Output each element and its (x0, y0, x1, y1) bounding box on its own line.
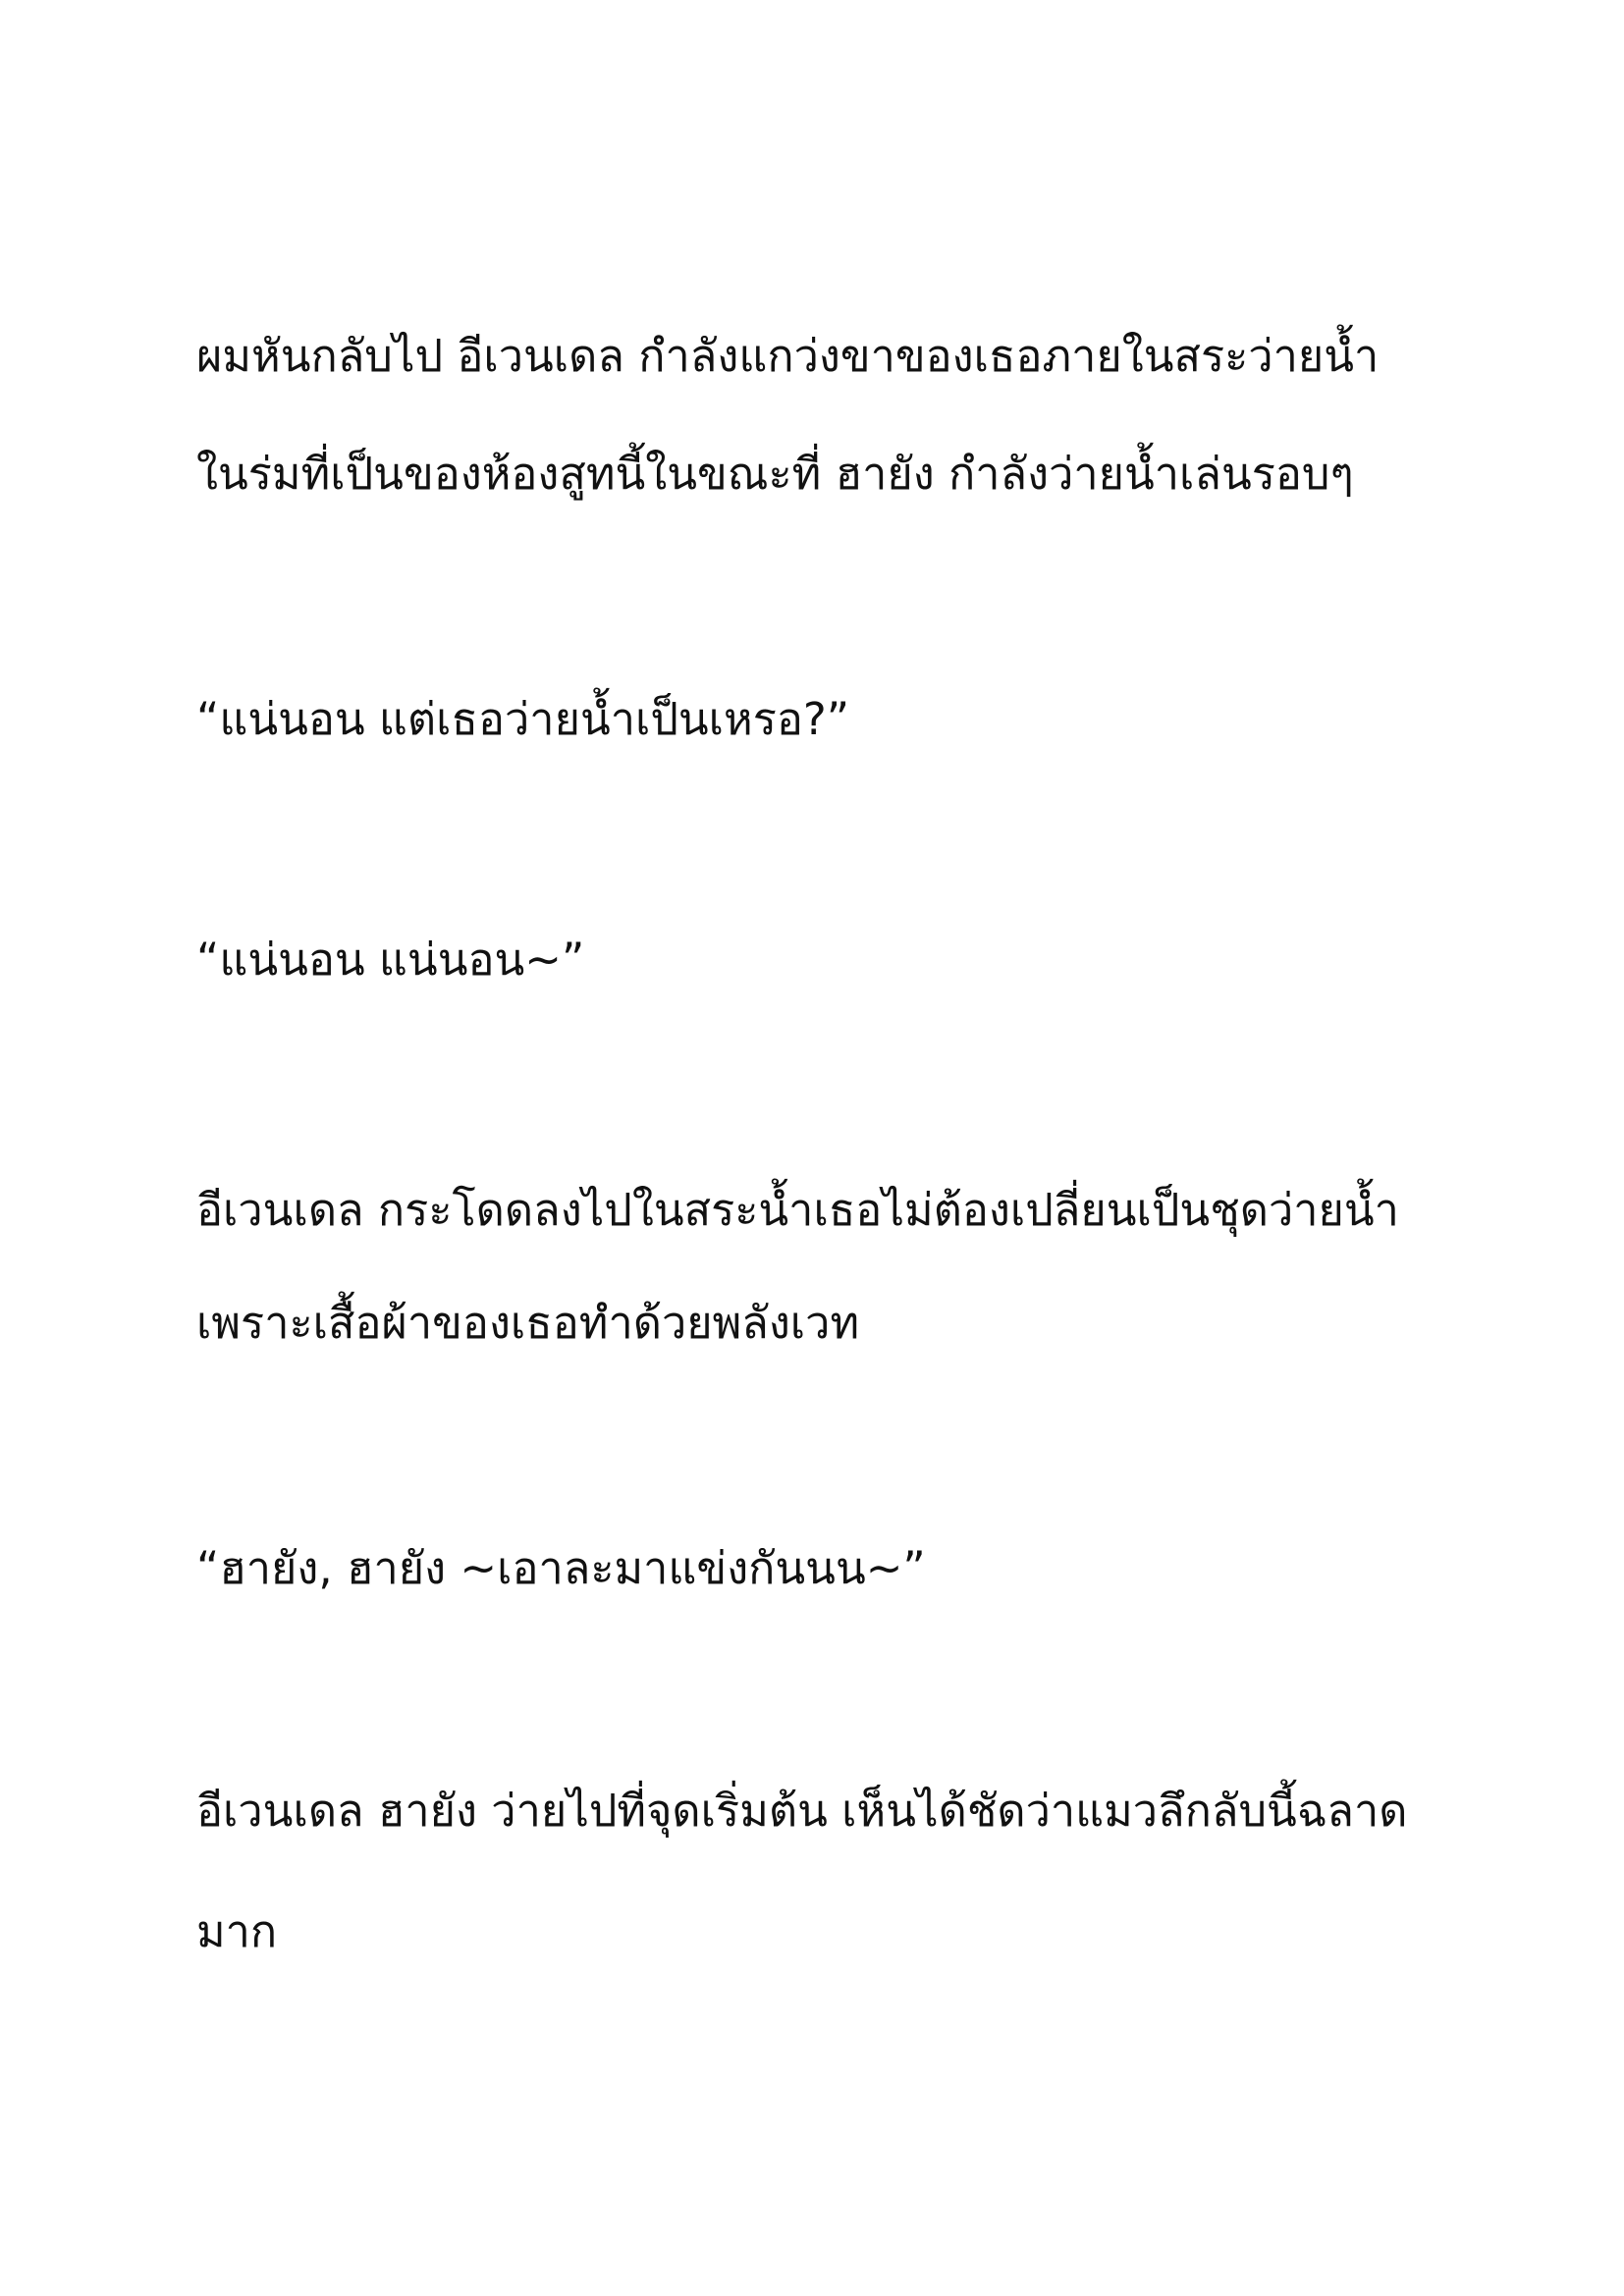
paragraph-4-line-1: อีเวนเดล กระโดดลงไปในสระน้ำเธอไม่ต้องเปลี่ยนเป็นชุดว่ายน้ำ (196, 1184, 1399, 1236)
paragraph-3-line-1: “แน่นอน แน่นอน~” (196, 934, 585, 986)
paragraph-5-line-1: “ฮายัง, ฮายัง ~เอาละมาแข่งกันนน~” (196, 1542, 926, 1594)
paragraph-1-line-2: ในร่มที่เป็นของห้องสูทนี้ในขณะที่ ฮายัง กำลังว่ายน้ำเล่นรอบๆ (196, 448, 1354, 500)
paragraph-2-line-1: “แน่นอน แต่เธอว่ายน้ำเป็นเหรอ?” (196, 693, 850, 745)
paragraph-6-line-2: มาก (196, 1905, 278, 1957)
paragraph-1-line-1: ผมหันกลับไป อีเวนเดล กำลังแกว่งขาของเธอภายในสระว่ายน้ำ (196, 330, 1380, 382)
paragraph-6-line-1: อีเวนเดล ฮายัง ว่ายไปที่จุดเริ่มต้น เห็นได้ชัดว่าแมวลึกลับนี้ฉลาด (196, 1785, 1408, 1837)
paragraph-4-line-2: เพราะเสื้อผ้าของเธอทำด้วยพลังเวท (196, 1297, 860, 1349)
